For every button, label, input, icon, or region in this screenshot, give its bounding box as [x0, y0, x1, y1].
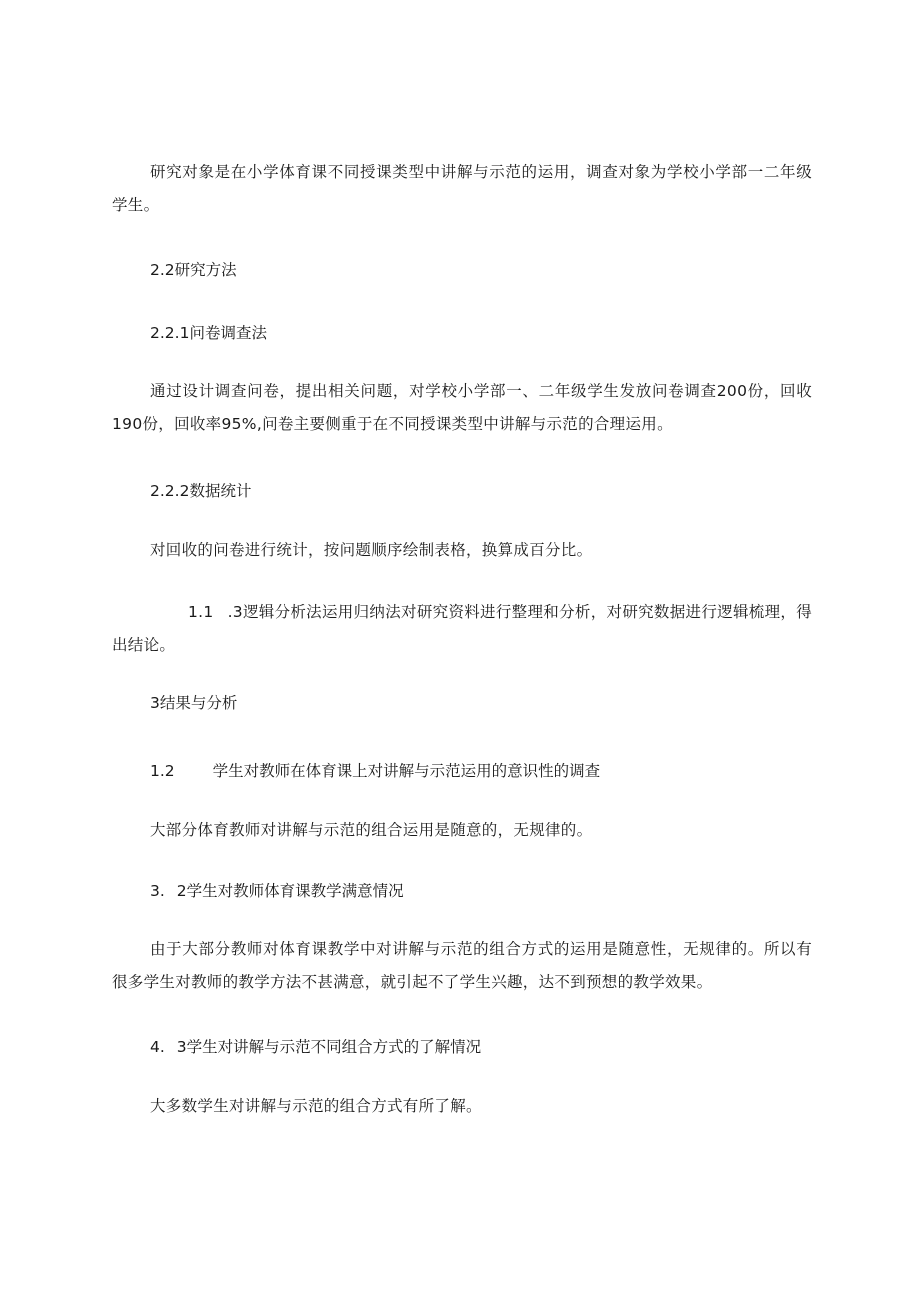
section-number: 4. — [150, 1038, 165, 1056]
paragraph-statistics: 对回收的问卷进行统计，按问题顺序绘制表格，换算成百分比。 — [150, 541, 593, 559]
heading-data-statistics: 2.2.2数据统计 — [150, 482, 252, 500]
section-text: 2学生对教师体育课教学满意情况 — [176, 882, 404, 900]
heading-understanding — [150, 1036, 481, 1058]
paragraph-research-object: 研究对象是在小学体育课不同授课类型中讲解与示范的运用，调查对象为学校小学部一二年级学生。 — [112, 163, 812, 214]
heading-awareness-survey — [150, 760, 600, 782]
heading-questionnaire-method: 2.2.1问卷调查法 — [150, 324, 267, 342]
paragraph-questionnaire: 通过设计调查问卷，提出相关问题，对学校小学部一、二年级学生发放问卷调查200份，回收190份，回收率95%,问卷主要侧重于在不同授课类型中讲解与示范的合理运用。 — [112, 382, 812, 433]
paragraph-awareness: 大部分体育教师对讲解与示范的组合运用是随意的，无规律的。 — [150, 821, 593, 839]
heading-satisfaction — [150, 880, 404, 902]
paragraph-logic-analysis — [112, 596, 812, 662]
section-text: .3逻辑分析法运用归纳法对研究资料进行整理和分析，对研究数据进行逻辑梳理，得出结论。 — [112, 603, 812, 654]
section-number: 3. — [150, 882, 165, 900]
section-number: 1.2 — [150, 762, 175, 780]
heading-research-methods: 2.2研究方法 — [150, 261, 237, 279]
heading-results-analysis: 3结果与分析 — [150, 694, 238, 712]
section-text: 学生对教师在体育课上对讲解与示范运用的意识性的调查 — [212, 762, 601, 780]
paragraph-satisfaction: 由于大部分教师对体育课教学中对讲解与示范的组合方式的运用是随意性，无规律的。所以有很多学生对教师的教学方法不甚满意，就引起不了学生兴趣，达不到预想的教学效果。 — [112, 940, 812, 991]
section-number: 1.1 — [188, 603, 214, 621]
section-text: 3学生对讲解与示范不同组合方式的了解情况 — [176, 1038, 482, 1056]
paragraph-understanding: 大多数学生对讲解与示范的组合方式有所了解。 — [150, 1097, 482, 1115]
